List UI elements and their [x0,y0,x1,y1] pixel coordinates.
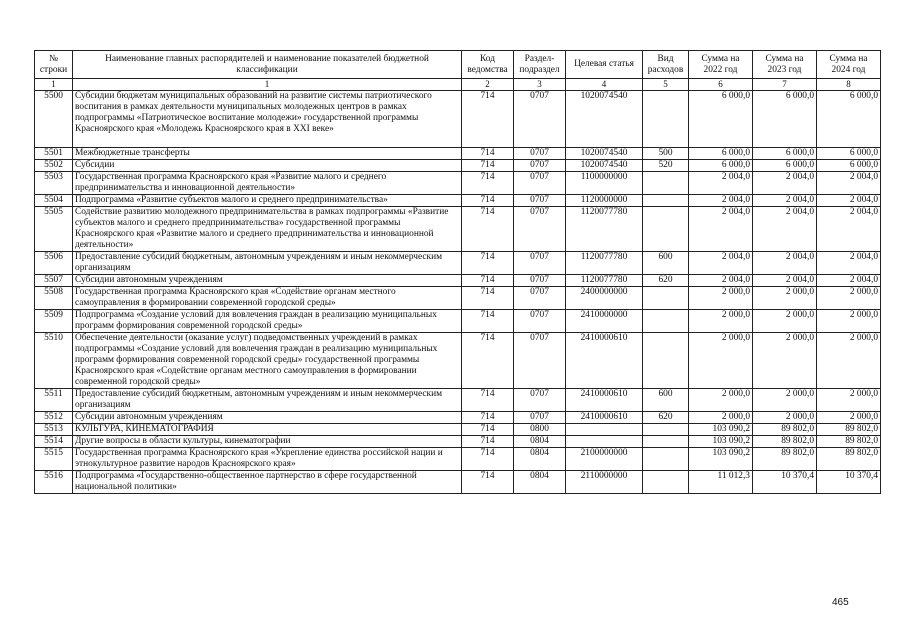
target-article: 2410000610 [566,389,643,412]
section-code: 0800 [514,424,566,436]
column-number-row [35,79,881,91]
amount-2022: 6 000,0 [689,160,753,172]
target-article: 2410000610 [566,412,643,424]
row-number: 5506 [35,252,73,275]
section-code: 0707 [514,412,566,424]
target-article: 2100000000 [566,448,643,471]
page-number: 465 [832,597,849,608]
amount-2023: 2 000,0 [753,412,817,424]
amount-2022: 2 000,0 [689,412,753,424]
row-number: 5516 [35,471,73,494]
row-name: Подпрограмма «Развитие субъектов малого и среднего предпринимательства» [73,195,462,207]
amount-2022: 2 000,0 [689,389,753,412]
row-number: 5514 [35,436,73,448]
row-number: 5515 [35,448,73,471]
column-number: 1 [73,79,462,91]
table-row [35,310,881,333]
row-name: Субсидии бюджетам муниципальных образований на развитие системы патриотического воспитания в рамках деятельности муниципальных молодежных центров в рамках подпрограммы «Патриотическое воспитание молодежи» государственной программы Красноярского края «Молодежь Красноярского края в XXI веке» [73,91,462,148]
target-article: 1020074540 [566,148,643,160]
column-number: 3 [514,79,566,91]
amount-2024: 6 000,0 [817,91,881,148]
amount-2023: 2 004,0 [753,207,817,252]
header-amount-2023: Сумма на 2023 год [753,51,817,79]
expense-type: 600 [643,389,689,412]
section-code: 0707 [514,389,566,412]
row-number: 5509 [35,310,73,333]
expense-type [643,172,689,195]
amount-2022: 2 000,0 [689,287,753,310]
expense-type: 620 [643,412,689,424]
dept-code: 714 [462,424,514,436]
amount-2024: 6 000,0 [817,160,881,172]
target-article [566,436,643,448]
section-code: 0707 [514,275,566,287]
section-code: 0707 [514,252,566,275]
amount-2023: 6 000,0 [753,160,817,172]
amount-2022: 2 000,0 [689,333,753,389]
row-number: 5501 [35,148,73,160]
column-number: 5 [643,79,689,91]
amount-2024: 89 802,0 [817,424,881,436]
header-section: Раздел-подраздел [514,51,566,79]
row-name: Субсидии [73,160,462,172]
row-name: Субсидии автономным учреждениям [73,412,462,424]
dept-code: 714 [462,172,514,195]
dept-code: 714 [462,207,514,252]
column-number: 1 [35,79,73,91]
table-row [35,287,881,310]
row-name: Подпрограмма «Создание условий для вовлечения граждан в реализацию муниципальных программ формирования современной городской среды» [73,310,462,333]
section-code: 0707 [514,91,566,148]
row-name: Государственная программа Красноярского края «Содействие органам местного самоуправления в формировании современной городской среды» [73,287,462,310]
amount-2022: 6 000,0 [689,91,753,148]
budget-table [34,50,881,494]
target-article: 1020074540 [566,160,643,172]
header-amount-2022: Сумма на 2022 год [689,51,753,79]
amount-2022: 2 004,0 [689,252,753,275]
amount-2023: 89 802,0 [753,448,817,471]
expense-type [643,424,689,436]
dept-code: 714 [462,195,514,207]
amount-2022: 6 000,0 [689,148,753,160]
table-row [35,424,881,436]
target-article: 2400000000 [566,287,643,310]
table-row [35,207,881,252]
row-number: 5505 [35,207,73,252]
target-article: 1120077780 [566,275,643,287]
amount-2023: 89 802,0 [753,436,817,448]
row-number: 5510 [35,333,73,389]
amount-2023: 2 004,0 [753,195,817,207]
table-body [35,91,881,494]
target-article: 1120077780 [566,207,643,252]
section-code: 0707 [514,148,566,160]
table-row [35,436,881,448]
expense-type [643,448,689,471]
table-row [35,160,881,172]
amount-2022: 2 000,0 [689,310,753,333]
header-row-number: № строки [35,51,73,79]
expense-type: 500 [643,148,689,160]
amount-2023: 6 000,0 [753,91,817,148]
header-amount-2024: Сумма на 2024 год [817,51,881,79]
amount-2024: 2 004,0 [817,275,881,287]
amount-2023: 2 004,0 [753,252,817,275]
header-dept-code: Код ведомства [462,51,514,79]
dept-code: 714 [462,252,514,275]
dept-code: 714 [462,412,514,424]
amount-2023: 2 004,0 [753,172,817,195]
target-article: 1100000000 [566,172,643,195]
row-number: 5507 [35,275,73,287]
expense-type [643,333,689,389]
dept-code: 714 [462,275,514,287]
amount-2024: 2 004,0 [817,195,881,207]
section-code: 0804 [514,448,566,471]
row-number: 5512 [35,412,73,424]
row-name: Содействие развитию молодежного предпринимательства в рамках подпрограммы «Развитие субъектов малого и среднего предпринимательства» государственной программы Красноярского края «Развитие малого и среднего предпринимательства и инновационной деятельности» [73,207,462,252]
table-row [35,448,881,471]
table-row [35,195,881,207]
amount-2024: 89 802,0 [817,448,881,471]
section-code: 0707 [514,207,566,252]
expense-type [643,207,689,252]
amount-2022: 2 004,0 [689,275,753,287]
row-name: Предоставление субсидий бюджетным, автономным учреждениям и иным некоммерческим организациям [73,252,462,275]
column-number: 8 [817,79,881,91]
section-code: 0804 [514,436,566,448]
amount-2023: 89 802,0 [753,424,817,436]
amount-2022: 103 090,2 [689,436,753,448]
amount-2022: 2 004,0 [689,207,753,252]
row-name: Государственная программа Красноярского края «Укрепление единства российской нации и этнокультурное развитие народов Красноярского края» [73,448,462,471]
row-number: 5500 [35,91,73,148]
table-row [35,333,881,389]
row-number: 5513 [35,424,73,436]
row-name: Другие вопросы в области культуры, кинематографии [73,436,462,448]
expense-type [643,436,689,448]
amount-2024: 2 000,0 [817,412,881,424]
dept-code: 714 [462,148,514,160]
row-name: Подпрограмма «Государственно-общественное партнерство в сфере государственной национальной политики» [73,471,462,494]
amount-2024: 89 802,0 [817,436,881,448]
dept-code: 714 [462,310,514,333]
section-code: 0707 [514,160,566,172]
amount-2023: 6 000,0 [753,148,817,160]
table-row [35,275,881,287]
table-row [35,389,881,412]
amount-2023: 2 000,0 [753,287,817,310]
amount-2024: 2 004,0 [817,172,881,195]
header-row [35,51,881,79]
table-row [35,148,881,160]
target-article: 1020074540 [566,91,643,148]
header-expense-type: Вид расходов [643,51,689,79]
expense-type [643,471,689,494]
column-number: 4 [566,79,643,91]
dept-code: 714 [462,91,514,148]
amount-2023: 2 004,0 [753,275,817,287]
row-name: КУЛЬТУРА, КИНЕМАТОГРАФИЯ [73,424,462,436]
amount-2023: 10 370,4 [753,471,817,494]
expense-type: 600 [643,252,689,275]
header-target-article: Целевая статья [566,51,643,79]
column-number: 7 [753,79,817,91]
row-name: Обеспечение деятельности (оказание услуг) подведомственных учреждений в рамках подпрограммы «Создание условий для вовлечения граждан в реализацию муниципальных программ формирования современной городской среды» государственной программы Красноярского края «Содействие органам местного самоуправления в формировании современной городской среды» [73,333,462,389]
row-number: 5503 [35,172,73,195]
table-row [35,172,881,195]
row-name: Межбюджетные трансферты [73,148,462,160]
expense-type: 520 [643,160,689,172]
expense-type [643,287,689,310]
table-row [35,412,881,424]
section-code: 0707 [514,310,566,333]
amount-2022: 103 090,2 [689,448,753,471]
amount-2022: 11 012,3 [689,471,753,494]
table-row [35,91,881,148]
row-name: Государственная программа Красноярского края «Развитие малого и среднего предпринимательства и инновационной деятельности» [73,172,462,195]
column-number: 2 [462,79,514,91]
amount-2024: 6 000,0 [817,148,881,160]
section-code: 0707 [514,172,566,195]
row-name: Субсидии автономным учреждениям [73,275,462,287]
expense-type [643,195,689,207]
section-code: 0707 [514,287,566,310]
amount-2024: 2 000,0 [817,333,881,389]
amount-2024: 2 000,0 [817,389,881,412]
table-row [35,471,881,494]
expense-type [643,310,689,333]
header-name: Наименование главных распорядителей и наименование показателей бюджетной классификации [73,51,462,79]
target-article: 2410000610 [566,333,643,389]
amount-2022: 2 004,0 [689,172,753,195]
amount-2023: 2 000,0 [753,310,817,333]
target-article: 2410000000 [566,310,643,333]
section-code: 0707 [514,333,566,389]
target-article: 1120077780 [566,252,643,275]
amount-2024: 2 004,0 [817,252,881,275]
dept-code: 714 [462,448,514,471]
dept-code: 714 [462,333,514,389]
amount-2023: 2 000,0 [753,389,817,412]
dept-code: 714 [462,471,514,494]
amount-2022: 103 090,2 [689,424,753,436]
dept-code: 714 [462,160,514,172]
amount-2024: 2 000,0 [817,287,881,310]
dept-code: 714 [462,389,514,412]
table-row [35,252,881,275]
section-code: 0804 [514,471,566,494]
amount-2024: 2 000,0 [817,310,881,333]
amount-2022: 2 004,0 [689,195,753,207]
row-number: 5508 [35,287,73,310]
amount-2024: 10 370,4 [817,471,881,494]
row-number: 5502 [35,160,73,172]
dept-code: 714 [462,287,514,310]
row-number: 5511 [35,389,73,412]
dept-code: 714 [462,436,514,448]
expense-type [643,91,689,148]
budget-sheet [34,50,881,494]
target-article [566,424,643,436]
target-article: 1120000000 [566,195,643,207]
column-number: 6 [689,79,753,91]
expense-type: 620 [643,275,689,287]
row-name: Предоставление субсидий бюджетным, автономным учреждениям и иным некоммерческим организациям [73,389,462,412]
target-article: 2110000000 [566,471,643,494]
amount-2024: 2 004,0 [817,207,881,252]
amount-2023: 2 000,0 [753,333,817,389]
section-code: 0707 [514,195,566,207]
row-number: 5504 [35,195,73,207]
